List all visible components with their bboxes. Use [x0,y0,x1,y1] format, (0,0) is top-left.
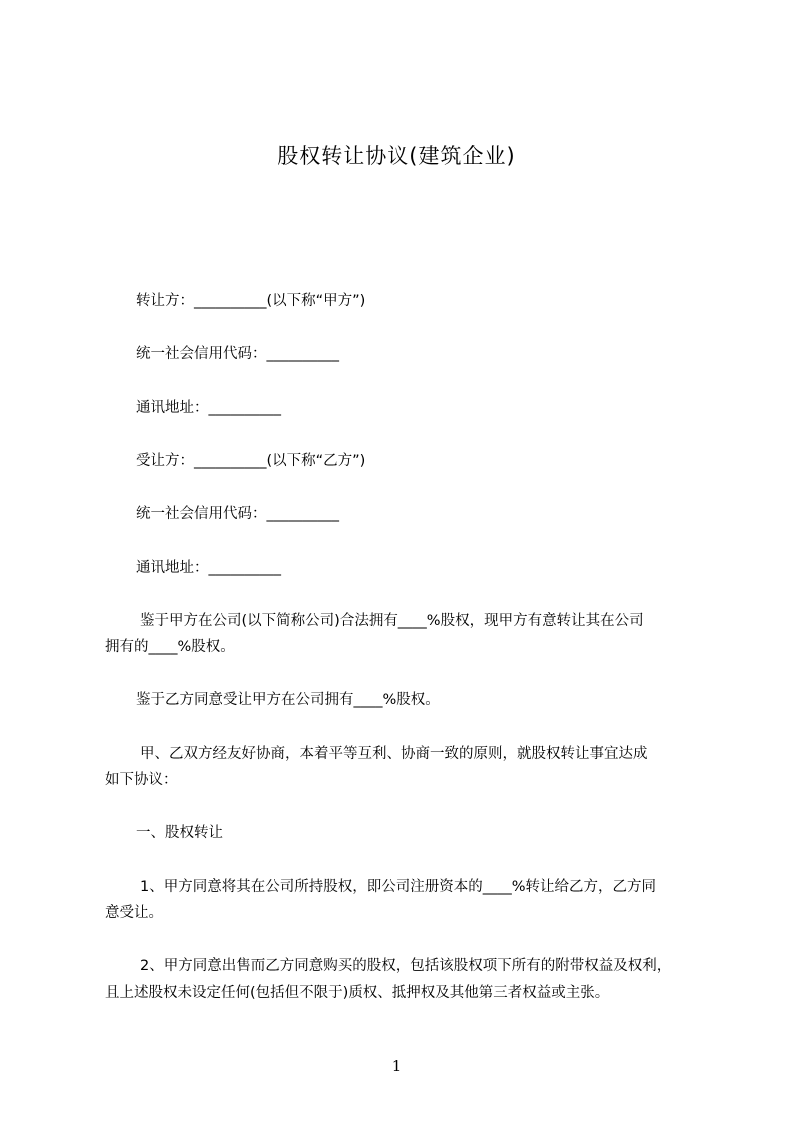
transferee-line: 受让方：__________(以下称“乙方”) [136,453,366,469]
transferor-address-line: 通讯地址：__________ [136,400,281,416]
clause-2-line-1: 2、甲方同意出售而乙方同意购买的股权，包括该股权项下所有的附带权益及权利， [140,958,672,974]
transferee-credit-code-line: 统一社会信用代码：__________ [136,506,339,522]
clause-2-line-2: 且上述股权未设定任何(包括但不限于)质权、抵押权及其他第三者权益或主张。 [105,985,610,1001]
recital-3-line-2: 如下协议： [105,772,178,788]
section-heading-equity-transfer: 一、股权转让 [136,825,223,841]
recital-1-line-1: 鉴于甲方在公司(以下简称公司)合法拥有____%股权，现甲方有意转让其在公司 [140,613,644,629]
transferor-line: 转让方：__________(以下称“甲方”) [136,293,366,309]
recital-3-line-1: 甲、乙双方经友好协商，本着平等互利、协商一致的原则，就股权转让事宜达成 [140,746,648,762]
transferor-credit-code-line: 统一社会信用代码：__________ [136,346,339,362]
clause-1-line-1: 1、甲方同意将其在公司所持股权，即公司注册资本的____%转让给乙方，乙方同 [140,879,657,895]
page-title: 股权转让协议(建筑企业) [277,144,516,168]
recital-2: 鉴于乙方同意受让甲方在公司拥有____%股权。 [136,692,440,708]
clause-1-line-2: 意受让。 [105,905,163,921]
transferee-address-line: 通讯地址：__________ [136,560,281,576]
recital-1-line-2: 拥有的____%股权。 [105,639,235,655]
page-number: 1 [391,1057,402,1075]
